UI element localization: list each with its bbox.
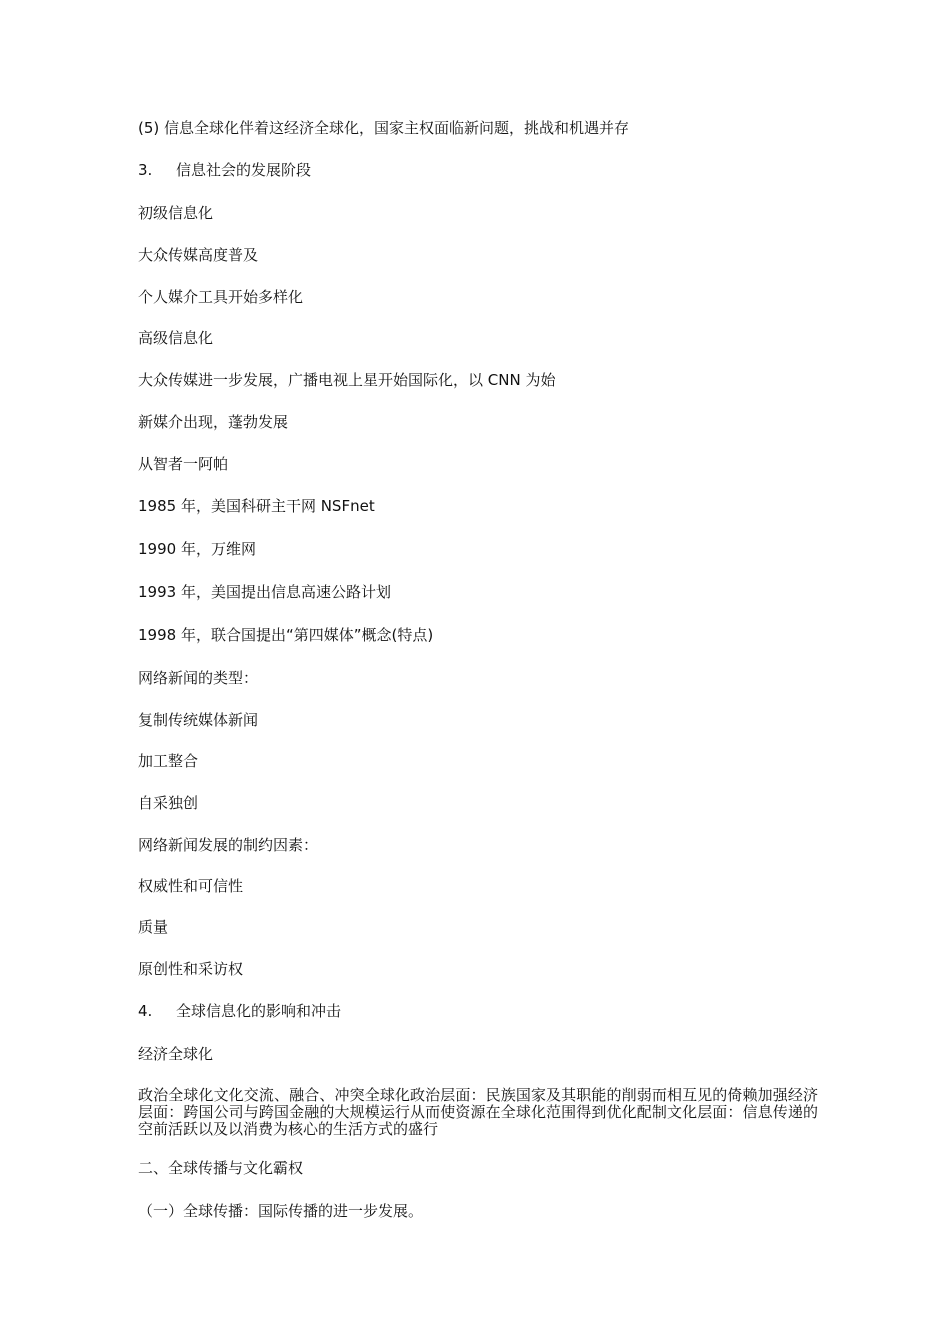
text-line: 高级信息化 bbox=[138, 329, 214, 347]
text-line: 新媒介出现，蓬勃发展 bbox=[138, 413, 289, 431]
text-line: 网络新闻发展的制约因素： bbox=[138, 836, 319, 854]
text-line: 复制传统媒体新闻 bbox=[138, 711, 259, 729]
chapter-heading: 二、全球传播与文化霸权 bbox=[138, 1159, 304, 1177]
text-line: 1993 年，美国提出信息高速公路计划 bbox=[138, 583, 391, 601]
text-line: 初级信息化 bbox=[138, 204, 214, 222]
text-line: 1998 年，联合国提出“第四媒体”概念(特点) bbox=[138, 626, 434, 644]
section-4-heading bbox=[138, 1002, 341, 1020]
text-line: 1990 年，万维网 bbox=[138, 540, 256, 558]
section-number: 3. bbox=[138, 161, 153, 179]
section-title: 信息社会的发展阶段 bbox=[176, 161, 312, 179]
item-5-line: (5) 信息全球化伴着这经济全球化，国家主权面临新问题，挑战和机遇并存 bbox=[138, 119, 630, 137]
text-line: 网络新闻的类型： bbox=[138, 669, 259, 687]
section-number: 4. bbox=[138, 1002, 153, 1020]
text-line: 经济全球化 bbox=[138, 1045, 214, 1063]
subsection-heading: （一）全球传播：国际传播的进一步发展。 bbox=[138, 1202, 424, 1220]
paragraph: 政治全球化文化交流、融合、冲突全球化政治层面：民族国家及其职能的削弱而相互见的倚赖加强经济层面：跨国公司与跨国金融的大规模运行从而使资源在全球化范围得到优化配制文化层面：信息传递的空前活跃以及以消费为核心的生活方式的盛行 bbox=[138, 1086, 818, 1138]
text-line: 质量 bbox=[138, 918, 169, 936]
text-line: 加工整合 bbox=[138, 752, 199, 770]
section-3-heading bbox=[138, 161, 311, 179]
text-line: 从智者一阿帕 bbox=[138, 455, 229, 473]
text-line: 原创性和采访权 bbox=[138, 960, 244, 978]
section-title: 全球信息化的影响和冲击 bbox=[176, 1002, 342, 1020]
text-line: 自采独创 bbox=[138, 794, 199, 812]
text-line: 个人媒介工具开始多样化 bbox=[138, 288, 304, 306]
text-line: 大众传媒进一步发展，广播电视上星开始国际化，以 CNN 为始 bbox=[138, 371, 556, 389]
text-line: 大众传媒高度普及 bbox=[138, 246, 259, 264]
text-line: 权威性和可信性 bbox=[138, 877, 244, 895]
text-line: 1985 年，美国科研主干网 NSFnet bbox=[138, 497, 375, 515]
